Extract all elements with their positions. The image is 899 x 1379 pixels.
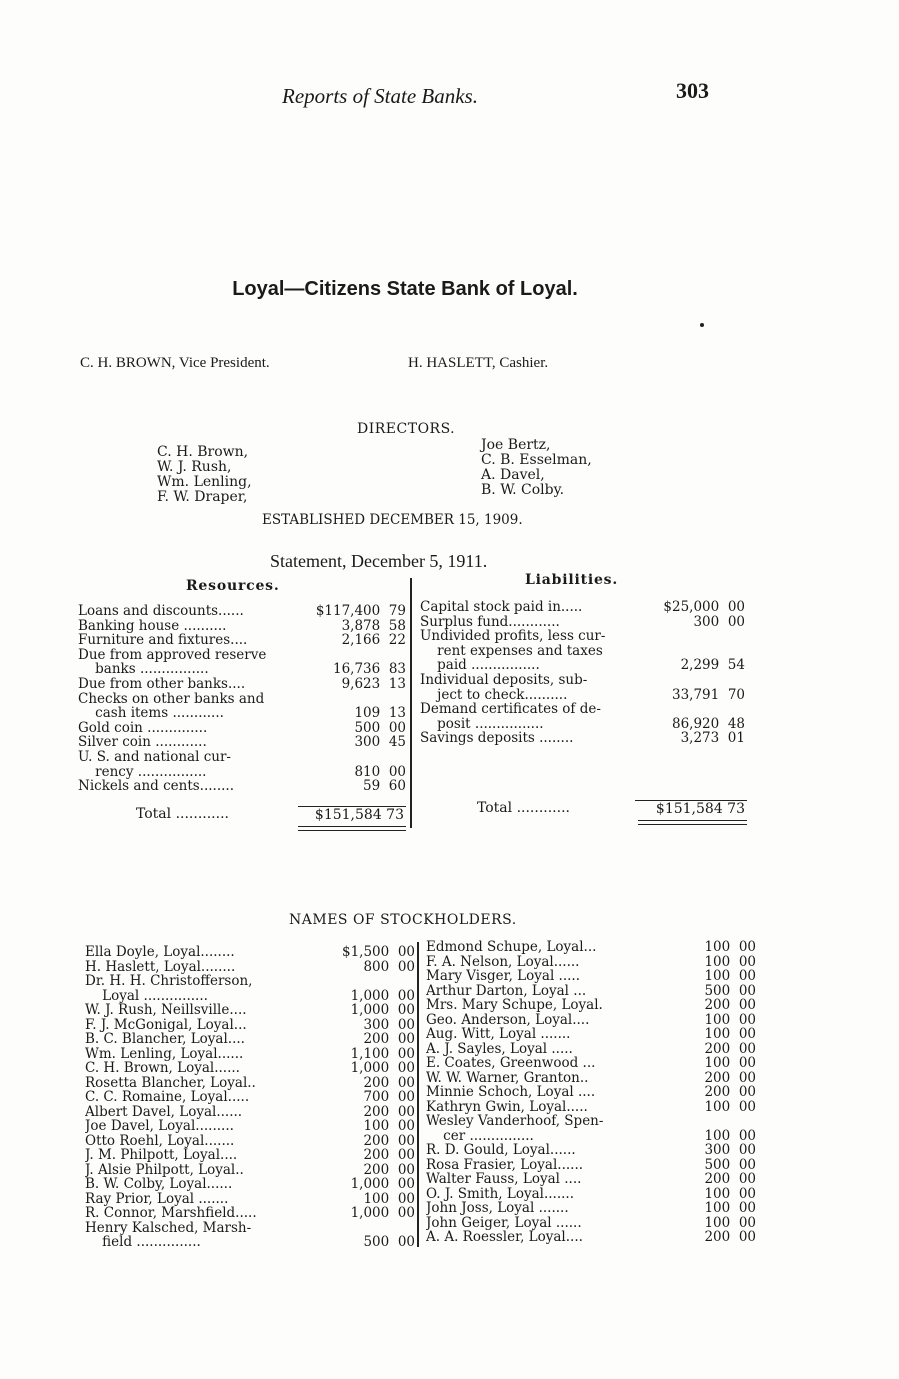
stockholder-row-amount: 200 00 bbox=[363, 1074, 415, 1091]
resource-row-label: rency ................ bbox=[78, 764, 207, 780]
resource-row-label: banks ................ bbox=[78, 662, 209, 677]
stockholder-row bbox=[426, 1230, 756, 1245]
liability-row-label: Capital stock paid in..... bbox=[420, 600, 583, 615]
resource-row bbox=[78, 779, 406, 794]
stockholder-row-amount: 800 00 bbox=[363, 958, 415, 975]
director-name: F. W. Draper, bbox=[157, 489, 248, 505]
liability-row-label: Individual deposits, sub- bbox=[420, 672, 588, 688]
resources-heading: Resources. bbox=[186, 578, 280, 594]
stockholder-row-label: Ella Doyle, Loyal........ bbox=[85, 945, 235, 960]
resource-row-label: Loans and discounts...... bbox=[78, 604, 244, 619]
stockholder-row-label: Rosetta Blancher, Loyal.. bbox=[85, 1075, 256, 1090]
resource-row-amount: 109 13 bbox=[354, 705, 406, 722]
stockholder-row-amount: 300 00 bbox=[704, 1142, 756, 1158]
resource-row-label: Checks on other banks and bbox=[78, 691, 265, 707]
liability-row-amount: 3,273 01 bbox=[680, 730, 745, 747]
stockholder-row-label: Henry Kalsched, Marsh- bbox=[85, 1220, 252, 1235]
stockholder-row bbox=[85, 989, 415, 1004]
resource-row-label: cash items ............ bbox=[78, 706, 224, 721]
stockholder-row-amount: 100 00 bbox=[704, 1200, 756, 1216]
stockholder-row-label: Otto Roehl, Loyal....... bbox=[85, 1133, 235, 1148]
liability-row bbox=[420, 600, 745, 615]
stockholder-row-amount: 100 00 bbox=[704, 1011, 756, 1028]
director-name: Joe Bertz, bbox=[481, 437, 551, 453]
stockholder-row-amount: 200 00 bbox=[363, 1031, 415, 1047]
stockholder-row-amount: $1,500 00 bbox=[342, 944, 415, 960]
stockholder-row bbox=[85, 1148, 415, 1163]
directors-heading: DIRECTORS. bbox=[357, 421, 456, 437]
liabilities-total-row bbox=[477, 800, 747, 817]
liability-row bbox=[420, 658, 745, 673]
stockholder-row-amount: 100 00 bbox=[363, 1190, 415, 1207]
resource-row bbox=[78, 765, 406, 780]
stockholder-row-label: J. Alsie Philpott, Loyal.. bbox=[85, 1162, 244, 1177]
stockholder-row-label: H. Haslett, Loyal........ bbox=[85, 959, 236, 974]
stockholder-row bbox=[426, 1158, 756, 1173]
director-name: C. H. Brown, bbox=[157, 444, 249, 460]
stockholder-row-amount: 200 00 bbox=[704, 997, 756, 1013]
resource-row bbox=[78, 633, 406, 648]
double-rule bbox=[298, 826, 406, 831]
stockholders-divider bbox=[417, 942, 419, 1247]
stockholder-row-label: Edmond Schupe, Loyal... bbox=[426, 940, 597, 955]
stockholder-row bbox=[426, 940, 756, 955]
stockholder-row-amount: 200 00 bbox=[704, 1040, 756, 1057]
stockholder-row-amount: 100 00 bbox=[704, 939, 756, 955]
liability-row-label: rent expenses and taxes bbox=[420, 643, 603, 659]
stockholder-row-label: Aug. Witt, Loyal ....... bbox=[426, 1027, 571, 1042]
stockholder-row bbox=[426, 1172, 756, 1187]
stockholder-row-label: Mary Visger, Loyal ..... bbox=[426, 969, 581, 984]
resource-row-amount: 2,166 22 bbox=[341, 632, 406, 649]
stockholder-row-label: Minnie Schoch, Loyal .... bbox=[426, 1085, 596, 1100]
double-rule bbox=[638, 820, 747, 825]
stockholder-row-label: Ray Prior, Loyal ....... bbox=[85, 1191, 229, 1206]
stockholder-row-label: John Joss, Loyal ....... bbox=[426, 1201, 569, 1216]
resource-row bbox=[78, 662, 406, 677]
stockholder-row-amount: 1,000 00 bbox=[350, 1205, 415, 1221]
stockholder-row bbox=[85, 1003, 415, 1018]
resource-row-label: Furniture and fixtures.... bbox=[78, 633, 248, 648]
stockholder-row-amount: 100 00 bbox=[704, 1055, 756, 1071]
stockholders-right-column bbox=[426, 940, 756, 1245]
bank-title: Loyal—Citizens State Bank of Loyal. bbox=[232, 278, 578, 300]
stockholder-row-label: A. J. Sayles, Loyal ..... bbox=[426, 1041, 573, 1056]
stockholder-row-label: Wm. Lenling, Loyal...... bbox=[85, 1046, 244, 1061]
director-name: A. Davel, bbox=[481, 467, 545, 483]
resource-row-amount: 3,878 58 bbox=[341, 617, 406, 634]
liability-row bbox=[420, 731, 745, 746]
stockholder-row bbox=[426, 1201, 756, 1216]
stockholder-row bbox=[426, 1216, 756, 1231]
stockholder-row-label: field ............... bbox=[85, 1235, 201, 1250]
column-divider bbox=[410, 578, 412, 828]
stockholder-row-amount: 100 00 bbox=[704, 1127, 756, 1144]
stockholder-row-label: F. A. Nelson, Loyal...... bbox=[426, 954, 580, 969]
statement-title: Statement, December 5, 1911. bbox=[270, 551, 488, 571]
stockholder-row bbox=[85, 1061, 415, 1076]
resource-row-label: U. S. and national cur- bbox=[78, 749, 231, 765]
stockholder-row-label: W. J. Rush, Neillsville.... bbox=[85, 1003, 247, 1018]
stockholder-row-label: R. D. Gould, Loyal...... bbox=[426, 1143, 576, 1158]
stockholder-row-amount: 200 00 bbox=[363, 1132, 415, 1149]
stockholder-row bbox=[426, 984, 756, 999]
directors-right-column bbox=[481, 438, 592, 498]
resource-row-amount: 500 00 bbox=[354, 719, 406, 736]
stockholder-row bbox=[426, 1187, 756, 1202]
resource-row bbox=[78, 619, 406, 634]
director-name: W. J. Rush, bbox=[157, 459, 232, 475]
stockholder-row-amount: 200 00 bbox=[704, 1229, 756, 1245]
stockholder-row-amount bbox=[325, 974, 415, 989]
vice-president: C. H. BROWN, Vice President. bbox=[80, 355, 270, 371]
stockholder-row-amount: 200 00 bbox=[704, 1084, 756, 1100]
stockholder-row-label: Loyal ............... bbox=[85, 988, 208, 1003]
stockholder-row bbox=[426, 1129, 756, 1144]
liability-row-label: Undivided profits, less cur- bbox=[420, 629, 606, 644]
liability-row-amount bbox=[637, 644, 745, 659]
stockholder-row-amount: 100 00 bbox=[704, 1026, 756, 1042]
stockholder-row-label: Joe Davel, Loyal......... bbox=[85, 1119, 234, 1134]
resource-row bbox=[78, 604, 406, 619]
stockholder-row-amount: 100 00 bbox=[704, 1214, 756, 1231]
liability-row-label: paid ................ bbox=[420, 658, 540, 673]
resource-row bbox=[78, 648, 406, 663]
stockholder-row bbox=[85, 1076, 415, 1091]
stockholder-row bbox=[85, 960, 415, 975]
liability-row-label: Surplus fund............ bbox=[420, 614, 560, 630]
stockholder-row bbox=[85, 1163, 415, 1178]
stockholder-row-amount: 1,000 00 bbox=[350, 1176, 415, 1192]
stockholder-row-label: Rosa Frasier, Loyal...... bbox=[426, 1157, 584, 1172]
resource-row-amount: 810 00 bbox=[354, 763, 406, 780]
resource-row-amount: 9,623 13 bbox=[341, 675, 406, 692]
stockholder-row-amount: 1,000 00 bbox=[350, 987, 415, 1004]
liability-row bbox=[420, 702, 745, 717]
stockholder-row-amount: 200 00 bbox=[363, 1103, 415, 1120]
stockholder-row-label: A. A. Roessler, Loyal.... bbox=[426, 1230, 583, 1245]
liability-row bbox=[420, 615, 745, 630]
stockholder-row-label: John Geiger, Loyal ...... bbox=[426, 1215, 582, 1230]
resource-row-amount: 59 60 bbox=[363, 778, 406, 795]
stockholder-row-amount: 1,100 00 bbox=[350, 1045, 415, 1062]
liability-row-label: Savings deposits ........ bbox=[420, 731, 574, 746]
stockholder-row bbox=[426, 1013, 756, 1028]
cashier: H. HASLETT, Cashier. bbox=[408, 355, 549, 371]
director-name: C. B. Esselman, bbox=[481, 452, 592, 468]
liabilities-heading: Liabilities. bbox=[525, 572, 619, 588]
stockholder-row bbox=[85, 1119, 415, 1134]
total-label: Total ............ bbox=[136, 806, 229, 822]
stockholder-row-label: Geo. Anderson, Loyal.... bbox=[426, 1012, 590, 1027]
stockholder-row-label: E. Coates, Greenwood ... bbox=[426, 1056, 596, 1071]
resource-row bbox=[78, 677, 406, 692]
liability-row bbox=[420, 688, 745, 703]
liabilities-table bbox=[420, 600, 745, 746]
stockholder-row-amount: 500 00 bbox=[704, 982, 756, 999]
stockholder-row-label: Arthur Darton, Loyal ... bbox=[426, 983, 587, 998]
stockholder-row-label: J. M. Philpott, Loyal.... bbox=[85, 1148, 238, 1163]
stockholder-row bbox=[85, 1105, 415, 1120]
running-head: Reports of State Banks. bbox=[282, 84, 478, 108]
resource-row bbox=[78, 735, 406, 750]
stockholder-row-label: O. J. Smith, Loyal....... bbox=[426, 1186, 574, 1201]
stockholder-row-amount: 200 00 bbox=[704, 1069, 756, 1086]
stockholder-row-label: F. J. McGonigal, Loyal... bbox=[85, 1017, 247, 1032]
stockholder-row bbox=[426, 1071, 756, 1086]
resource-row-label: Gold coin .............. bbox=[78, 720, 208, 736]
resource-row-amount bbox=[302, 692, 406, 707]
stockholder-row bbox=[85, 1018, 415, 1033]
liability-row-label: posit ................ bbox=[420, 716, 544, 732]
stockholder-row bbox=[85, 1090, 415, 1105]
stockholder-row-amount: 1,000 00 bbox=[350, 1002, 415, 1018]
total-label: Total ............ bbox=[477, 800, 570, 816]
resource-row-amount: $117,400 79 bbox=[315, 603, 406, 619]
liability-row bbox=[420, 644, 745, 659]
stockholder-row-amount: 100 00 bbox=[704, 968, 756, 984]
resources-table bbox=[78, 604, 406, 794]
liability-row-amount: 300 00 bbox=[693, 613, 745, 630]
page-number: 303 bbox=[676, 78, 709, 103]
stockholder-row-label: Wesley Vanderhoof, Spen- bbox=[426, 1114, 604, 1129]
established-date: ESTABLISHED DECEMBER 15, 1909. bbox=[262, 512, 523, 528]
stockholder-row-label: C. H. Brown, Loyal...... bbox=[85, 1061, 240, 1076]
stockholder-row-amount: 200 00 bbox=[363, 1161, 415, 1178]
liability-row bbox=[420, 673, 745, 688]
stockholder-row bbox=[85, 1134, 415, 1149]
stockholders-heading: NAMES OF STOCKHOLDERS. bbox=[289, 912, 517, 928]
liability-row-amount bbox=[637, 702, 745, 717]
resources-total-amount: $151,584 73 bbox=[298, 806, 406, 823]
stockholder-row bbox=[426, 998, 756, 1013]
stockholder-row-label: Dr. H. H. Christofferson, bbox=[85, 974, 253, 989]
stockholder-row-amount: 1,000 00 bbox=[350, 1060, 415, 1076]
director-name: Wm. Lenling, bbox=[157, 474, 252, 490]
liabilities-total-amount: $151,584 73 bbox=[635, 800, 747, 817]
stockholder-row bbox=[85, 1221, 415, 1236]
stockholder-row bbox=[426, 1100, 756, 1115]
resource-row-amount: 16,736 83 bbox=[333, 661, 406, 678]
directors-left-column bbox=[157, 445, 252, 505]
stockholder-row-label: W. W. Warner, Granton.. bbox=[426, 1070, 589, 1085]
stockholder-row bbox=[426, 1056, 756, 1071]
stockholder-row-amount: 500 00 bbox=[704, 1156, 756, 1173]
stockholder-row bbox=[426, 1114, 756, 1129]
stockholder-row-amount: 300 00 bbox=[363, 1016, 415, 1033]
liability-row-amount: 33,791 70 bbox=[672, 686, 745, 703]
liability-row-amount: 2,299 54 bbox=[680, 657, 745, 674]
stockholder-row-label: Mrs. Mary Schupe, Loyal. bbox=[426, 998, 603, 1013]
resource-row-amount bbox=[302, 648, 406, 663]
resource-row bbox=[78, 692, 406, 707]
stockholder-row-label: Walter Fauss, Loyal .... bbox=[426, 1172, 582, 1187]
resource-row bbox=[78, 750, 406, 765]
stockholder-row bbox=[85, 974, 415, 989]
stockholder-row-amount: 200 00 bbox=[363, 1147, 415, 1163]
stockholder-row-amount: 200 00 bbox=[704, 1171, 756, 1187]
stockholder-row bbox=[85, 1235, 415, 1250]
director-name: B. W. Colby. bbox=[481, 482, 565, 498]
resource-row bbox=[78, 721, 406, 736]
stockholder-row-amount: 500 00 bbox=[363, 1234, 415, 1250]
stockholder-row bbox=[85, 1032, 415, 1047]
stockholder-row-amount: 100 00 bbox=[704, 1098, 756, 1115]
stockholder-row bbox=[426, 969, 756, 984]
stockholder-row bbox=[426, 955, 756, 970]
stockholder-row-amount: 700 00 bbox=[363, 1089, 415, 1105]
stockholder-row-label: Kathryn Gwin, Loyal..... bbox=[426, 1099, 588, 1114]
liability-row-amount bbox=[637, 629, 745, 644]
stockholder-row-amount: 100 00 bbox=[704, 1185, 756, 1202]
resource-row-label: Banking house .......... bbox=[78, 618, 227, 634]
stockholder-row-label: C. C. Romaine, Loyal..... bbox=[85, 1090, 250, 1105]
stockholder-row bbox=[426, 1042, 756, 1057]
stockholder-row bbox=[85, 1177, 415, 1192]
stockholder-row bbox=[85, 1192, 415, 1207]
stockholder-row bbox=[85, 945, 415, 960]
stockholder-row bbox=[426, 1027, 756, 1042]
resource-row-label: Silver coin ............ bbox=[78, 735, 207, 750]
resources-total-row bbox=[136, 806, 406, 823]
resource-row bbox=[78, 706, 406, 721]
stockholder-row-amount bbox=[325, 1221, 415, 1236]
stockholder-row-label: B. W. Colby, Loyal...... bbox=[85, 1177, 233, 1192]
liability-row-amount: $25,000 00 bbox=[663, 599, 745, 615]
resource-row-label: Due from other banks.... bbox=[78, 676, 246, 692]
stockholder-row bbox=[85, 1047, 415, 1062]
stockholder-row-label: cer ............... bbox=[426, 1128, 534, 1143]
liability-row-amount: 86,920 48 bbox=[672, 715, 745, 732]
ink-dot bbox=[700, 323, 704, 327]
stockholder-row-amount: 100 00 bbox=[704, 953, 756, 970]
liability-row-label: Demand certificates of de- bbox=[420, 702, 601, 717]
stockholder-row bbox=[426, 1143, 756, 1158]
liability-row-amount bbox=[637, 673, 745, 688]
liability-row-label: ject to check.......... bbox=[420, 687, 568, 703]
resource-row-label: Due from approved reserve bbox=[78, 647, 267, 663]
stockholder-row-amount: 100 00 bbox=[363, 1118, 415, 1134]
stockholder-row-label: B. C. Blancher, Loyal.... bbox=[85, 1032, 245, 1047]
stockholder-row bbox=[426, 1085, 756, 1100]
resource-row-amount: 300 45 bbox=[354, 734, 406, 751]
resource-row-amount bbox=[302, 750, 406, 765]
resource-row-label: Nickels and cents........ bbox=[78, 779, 235, 794]
stockholder-row-label: Albert Davel, Loyal...... bbox=[85, 1104, 243, 1119]
liability-row bbox=[420, 717, 745, 732]
stockholder-row-label: R. Connor, Marshfield..... bbox=[85, 1206, 257, 1221]
liability-row bbox=[420, 629, 745, 644]
stockholder-row-amount bbox=[676, 1114, 756, 1129]
stockholder-row bbox=[85, 1206, 415, 1221]
stockholders-left-column bbox=[85, 945, 415, 1250]
